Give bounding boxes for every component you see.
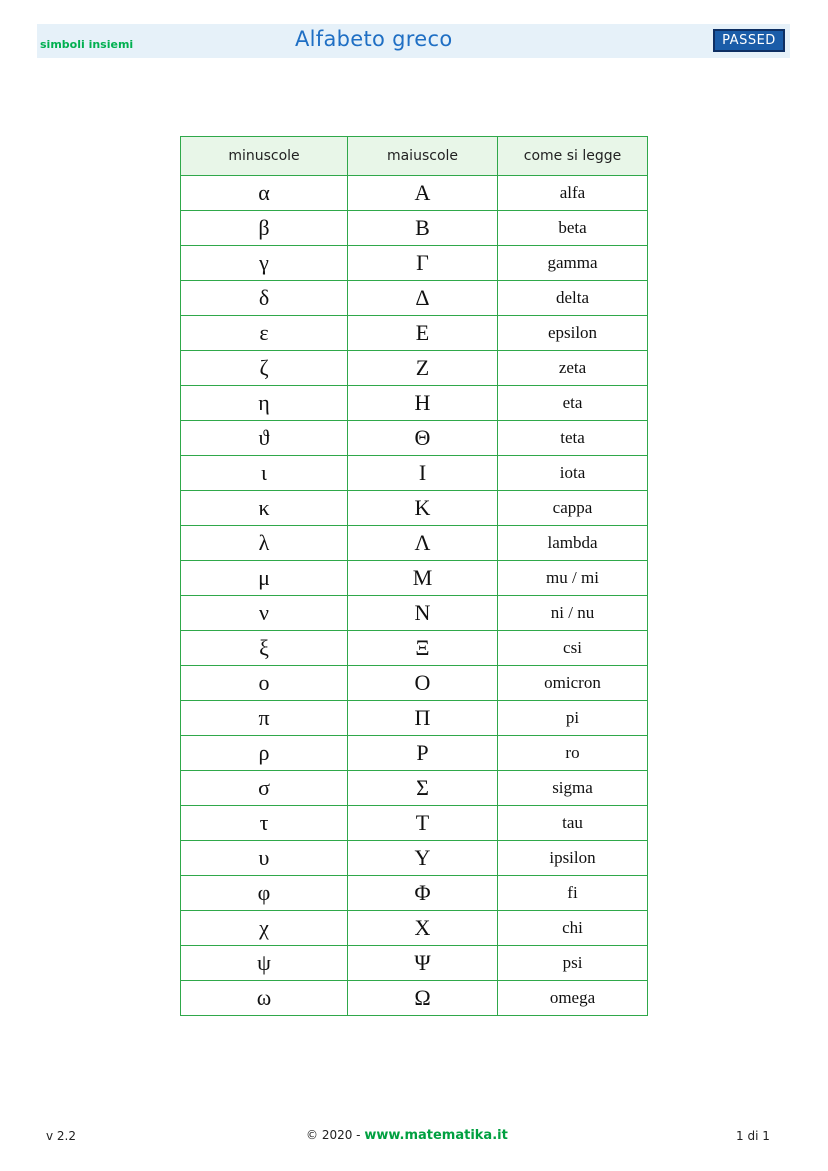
section-label: simboli insiemi [40, 38, 134, 51]
table-row [181, 316, 648, 351]
letter-name: iota [498, 456, 648, 491]
letter-name: fi [498, 876, 648, 911]
lowercase-letter: σ [181, 771, 348, 806]
page-header [37, 24, 790, 58]
letter-name: cappa [498, 491, 648, 526]
letter-name: pi [498, 701, 648, 736]
uppercase-letter: Λ [348, 526, 498, 561]
lowercase-letter: ρ [181, 736, 348, 771]
table-header-row [181, 137, 648, 176]
letter-name: ro [498, 736, 648, 771]
lowercase-letter: α [181, 176, 348, 211]
table-row [181, 911, 648, 946]
lowercase-letter: τ [181, 806, 348, 841]
table-row [181, 561, 648, 596]
lowercase-letter: η [181, 386, 348, 421]
table-row [181, 876, 648, 911]
letter-name: omega [498, 981, 648, 1016]
letter-name: zeta [498, 351, 648, 386]
letter-name: delta [498, 281, 648, 316]
uppercase-letter: Ρ [348, 736, 498, 771]
table-row [181, 771, 648, 806]
lowercase-letter: ζ [181, 351, 348, 386]
uppercase-letter: Φ [348, 876, 498, 911]
letter-name: mu / mi [498, 561, 648, 596]
uppercase-letter: Θ [348, 421, 498, 456]
lowercase-letter: ω [181, 981, 348, 1016]
uppercase-letter: Ε [348, 316, 498, 351]
site-link[interactable]: www.matematika.it [364, 1128, 508, 1143]
letter-name: csi [498, 631, 648, 666]
page-title: Alfabeto greco [295, 27, 453, 51]
table-row [181, 491, 648, 526]
letter-name: tau [498, 806, 648, 841]
lowercase-letter: υ [181, 841, 348, 876]
letter-name: lambda [498, 526, 648, 561]
table-row [181, 981, 648, 1016]
letter-name: sigma [498, 771, 648, 806]
table-row [181, 246, 648, 281]
table-row [181, 176, 648, 211]
table-row [181, 666, 648, 701]
letter-name: beta [498, 211, 648, 246]
lowercase-letter: β [181, 211, 348, 246]
table-row [181, 351, 648, 386]
table-row [181, 631, 648, 666]
letter-name: ipsilon [498, 841, 648, 876]
lowercase-letter: π [181, 701, 348, 736]
uppercase-letter: Ω [348, 981, 498, 1016]
uppercase-letter: Ξ [348, 631, 498, 666]
table-row [181, 806, 648, 841]
uppercase-letter: Ν [348, 596, 498, 631]
letter-name: omicron [498, 666, 648, 701]
uppercase-letter: Τ [348, 806, 498, 841]
letter-name: epsilon [498, 316, 648, 351]
table-row [181, 281, 648, 316]
table-row [181, 946, 648, 981]
table-row [181, 526, 648, 561]
lowercase-letter: δ [181, 281, 348, 316]
uppercase-letter: Ψ [348, 946, 498, 981]
table-body [181, 176, 648, 1016]
table-row [181, 421, 648, 456]
uppercase-letter: Σ [348, 771, 498, 806]
copyright-text: © 2020 - [306, 1128, 365, 1142]
uppercase-letter: Χ [348, 911, 498, 946]
letter-name: alfa [498, 176, 648, 211]
table-row [181, 211, 648, 246]
lowercase-letter: χ [181, 911, 348, 946]
greek-alphabet-table [180, 136, 648, 1016]
lowercase-letter: φ [181, 876, 348, 911]
letter-name: psi [498, 946, 648, 981]
column-header-lowercase: minuscole [181, 137, 348, 176]
uppercase-letter: Ο [348, 666, 498, 701]
lowercase-letter: ε [181, 316, 348, 351]
uppercase-letter: Γ [348, 246, 498, 281]
uppercase-letter: Υ [348, 841, 498, 876]
table-row [181, 386, 648, 421]
lowercase-letter: ξ [181, 631, 348, 666]
letter-name: eta [498, 386, 648, 421]
uppercase-letter: Μ [348, 561, 498, 596]
lowercase-letter: γ [181, 246, 348, 281]
table-row [181, 736, 648, 771]
uppercase-letter: Ζ [348, 351, 498, 386]
passed-badge: PASSED [713, 29, 785, 52]
footer-copyright [306, 1128, 508, 1143]
uppercase-letter: Δ [348, 281, 498, 316]
table-row [181, 456, 648, 491]
uppercase-letter: Β [348, 211, 498, 246]
uppercase-letter: Ι [348, 456, 498, 491]
letter-name: teta [498, 421, 648, 456]
table-row [181, 701, 648, 736]
uppercase-letter: Α [348, 176, 498, 211]
letter-name: gamma [498, 246, 648, 281]
table-row [181, 841, 648, 876]
lowercase-letter: ϑ [181, 421, 348, 456]
uppercase-letter: Π [348, 701, 498, 736]
lowercase-letter: ν [181, 596, 348, 631]
letter-name: chi [498, 911, 648, 946]
column-header-pronunciation: come si legge [498, 137, 648, 176]
letter-name: ni / nu [498, 596, 648, 631]
page-number: 1 di 1 [736, 1129, 770, 1143]
uppercase-letter: Κ [348, 491, 498, 526]
lowercase-letter: μ [181, 561, 348, 596]
lowercase-letter: ι [181, 456, 348, 491]
table-row [181, 596, 648, 631]
uppercase-letter: Η [348, 386, 498, 421]
version-label: v 2.2 [46, 1129, 76, 1143]
column-header-uppercase: maiuscole [348, 137, 498, 176]
lowercase-letter: κ [181, 491, 348, 526]
lowercase-letter: ο [181, 666, 348, 701]
lowercase-letter: λ [181, 526, 348, 561]
lowercase-letter: ψ [181, 946, 348, 981]
